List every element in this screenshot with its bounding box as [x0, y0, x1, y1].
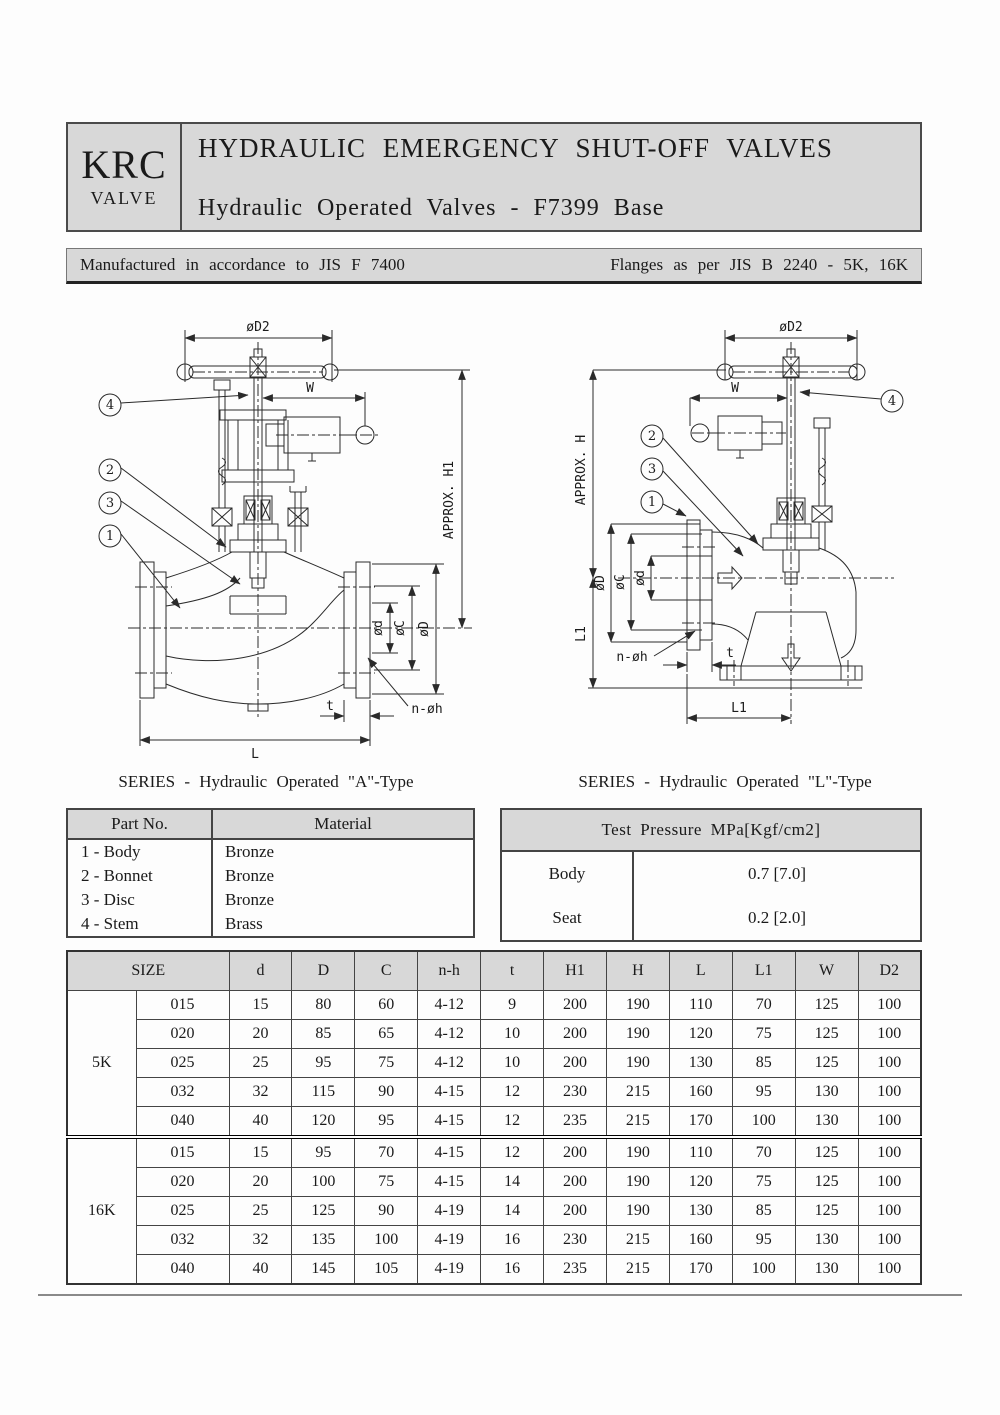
table-cell: 4-15: [418, 1107, 481, 1138]
table-cell: 025: [136, 1197, 229, 1226]
table-cell: 120: [669, 1168, 732, 1197]
table-cell: 40: [229, 1255, 292, 1285]
callout-number: 1: [647, 495, 657, 510]
col-header-nh: n-h: [418, 951, 481, 991]
dimension-bolt-circle-c: [613, 534, 702, 630]
callout-number: 4: [887, 394, 897, 409]
table-cell: 75: [732, 1020, 795, 1049]
table-cell: 215: [606, 1078, 669, 1107]
dim-label-nh: n-øh: [411, 702, 443, 717]
col-header-d: d: [229, 951, 292, 991]
table-cell: 100: [732, 1255, 795, 1285]
table-cell: 90: [355, 1078, 418, 1107]
table-row: [67, 1049, 921, 1078]
table-cell: 100: [858, 1020, 921, 1049]
table-cell: 200: [544, 1020, 607, 1049]
table-cell: 85: [292, 1020, 355, 1049]
standards-right: Flanges as per JIS B 2240 - 5K, 16K: [610, 255, 908, 274]
table-cell: 125: [292, 1197, 355, 1226]
table-cell: 65: [355, 1020, 418, 1049]
table-cell: 040: [136, 1107, 229, 1138]
table-cell: 75: [732, 1168, 795, 1197]
size-group-cell: 16K: [67, 1137, 136, 1284]
table-cell: 230: [544, 1226, 607, 1255]
table-cell: 135: [292, 1226, 355, 1255]
logo-subtitle: VALVE: [90, 188, 158, 208]
table-cell: 10: [481, 1020, 544, 1049]
valve-stem: [254, 342, 262, 718]
callout-number: 3: [647, 462, 657, 477]
table-cell: 215: [606, 1226, 669, 1255]
table-cell: 015: [136, 1137, 229, 1168]
table-cell: Seat: [501, 896, 633, 941]
dim-label-c: øC: [393, 620, 408, 636]
table-cell: 120: [292, 1107, 355, 1138]
callout-1: [641, 491, 686, 516]
dim-label-w: W: [306, 381, 314, 396]
table-cell: 85: [732, 1049, 795, 1078]
table-cell: 100: [858, 1168, 921, 1197]
table-cell: 190: [606, 1197, 669, 1226]
table-cell: 130: [669, 1197, 732, 1226]
table-cell: 25: [229, 1197, 292, 1226]
page-subtitle: Hydraulic Operated Valves - F7399 Base: [198, 195, 665, 221]
dim-label-d2: øD2: [246, 320, 270, 335]
spring-stud-left: [212, 380, 232, 552]
table-cell: 215: [606, 1107, 669, 1138]
table-cell: 125: [795, 1168, 858, 1197]
table-cell: 4-19: [418, 1226, 481, 1255]
table-header-row: [501, 809, 921, 851]
col-header-D2: D2: [858, 951, 921, 991]
table-cell: 70: [732, 1137, 795, 1168]
table-cell: 115: [292, 1078, 355, 1107]
dimension-t: [320, 699, 394, 722]
table-cell: 4-12: [418, 991, 481, 1020]
table-cell: 95: [292, 1137, 355, 1168]
table-cell: 14: [481, 1168, 544, 1197]
callout-3: [641, 458, 743, 556]
l-type-caption: SERIES - Hydraulic Operated "L"-Type: [578, 772, 872, 791]
table-cell: 100: [858, 1078, 921, 1107]
table-cell: 100: [858, 1255, 921, 1285]
table-cell: 2 - Bonnet: [67, 864, 212, 888]
callout-number: 2: [105, 463, 115, 478]
table-cell: 130: [795, 1255, 858, 1285]
table-cell: 020: [136, 1020, 229, 1049]
table-cell: 110: [669, 991, 732, 1020]
table-row: [67, 1020, 921, 1049]
table-cell: 14: [481, 1197, 544, 1226]
table-cell: 95: [292, 1049, 355, 1078]
table-cell: Bronze: [212, 888, 474, 912]
table-cell: 4-15: [418, 1078, 481, 1107]
callout-4: [800, 390, 903, 412]
table-cell: 120: [669, 1020, 732, 1049]
table-cell: 16: [481, 1255, 544, 1285]
table-cell: 95: [355, 1107, 418, 1138]
dim-label-h1: APPROX. H1: [442, 460, 457, 540]
callout-number: 3: [105, 496, 115, 511]
table-cell: 12: [481, 1078, 544, 1107]
table-cell: 100: [858, 1197, 921, 1226]
table-cell: 025: [136, 1049, 229, 1078]
table-row: [67, 888, 474, 912]
dim-label-bore: ød: [371, 620, 386, 636]
table-row: [67, 839, 474, 864]
table-cell: 160: [669, 1226, 732, 1255]
dim-label-d: øD: [593, 575, 608, 591]
table-cell: 190: [606, 1168, 669, 1197]
header: [66, 122, 922, 232]
table-cell: Brass: [212, 912, 474, 937]
footer-divider: [38, 1294, 962, 1296]
dim-label-d: øD: [417, 621, 432, 637]
table-row: [67, 1078, 921, 1107]
dim-label-w: W: [731, 381, 739, 396]
table-cell: 200: [544, 1049, 607, 1078]
table-cell: 110: [669, 1137, 732, 1168]
materials-header-part: Part No.: [67, 809, 212, 839]
company-logo: [68, 124, 182, 230]
a-type-valve-drawing: [80, 300, 510, 770]
table-cell: 0.7 [7.0]: [747, 864, 807, 883]
table-cell: 190: [606, 1049, 669, 1078]
dimension-w: [690, 381, 787, 426]
table-cell: 16: [481, 1226, 544, 1255]
table-cell: 10: [481, 1049, 544, 1078]
table-cell: 100: [858, 1137, 921, 1168]
table-cell: 4-15: [418, 1168, 481, 1197]
col-header-H1: H1: [544, 951, 607, 991]
table-cell: 4-19: [418, 1197, 481, 1226]
standards-left: Manufactured in accordance to JIS F 7400: [80, 255, 405, 274]
table-cell: 20: [229, 1168, 292, 1197]
col-header-H: H: [606, 951, 669, 991]
callout-number: 1: [105, 529, 115, 544]
table-cell: 9: [481, 991, 544, 1020]
table-row: [67, 1137, 921, 1168]
dimension-l1-bottom: [687, 674, 791, 724]
table-cell: 170: [669, 1107, 732, 1138]
table-cell: 105: [355, 1255, 418, 1285]
table-row: [67, 1255, 921, 1285]
dimension-n-h: [616, 631, 695, 665]
col-header-t: t: [481, 951, 544, 991]
dim-label-t: t: [326, 699, 334, 714]
table-cell: 12: [481, 1107, 544, 1138]
table-cell: 125: [795, 991, 858, 1020]
page-title: HYDRAULIC EMERGENCY SHUT-OFF VALVES: [198, 133, 833, 163]
table-cell: 1 - Body: [67, 839, 212, 864]
size-group-cell: 5K: [67, 991, 136, 1138]
table-cell: 95: [732, 1078, 795, 1107]
table-cell: 75: [355, 1049, 418, 1078]
table-cell: 020: [136, 1168, 229, 1197]
dimension-l: [140, 700, 370, 762]
table-cell: 200: [544, 1168, 607, 1197]
table-header-row: [67, 809, 474, 839]
table-cell: 4-19: [418, 1255, 481, 1285]
table-cell: 130: [795, 1107, 858, 1138]
table-cell: 100: [732, 1107, 795, 1138]
hydraulic-cylinder: [266, 417, 378, 461]
col-header-D: D: [292, 951, 355, 991]
table-row: [67, 1168, 921, 1197]
table-cell: 130: [795, 1226, 858, 1255]
pressure-table-body: [501, 851, 921, 941]
dim-label-l: L: [251, 747, 259, 762]
col-header-L: L: [669, 951, 732, 991]
col-header-size: SIZE: [67, 951, 229, 991]
callout-2: [99, 459, 226, 547]
table-cell: 12: [481, 1137, 544, 1168]
table-cell: Body: [501, 851, 633, 896]
table-cell: 160: [669, 1078, 732, 1107]
table-row: [501, 851, 921, 896]
table-cell: 125: [795, 1020, 858, 1049]
dim-label-h: APPROX. H: [574, 434, 589, 506]
table-cell: 215: [606, 1255, 669, 1285]
table-row: [67, 912, 474, 937]
table-cell: 80: [292, 991, 355, 1020]
table-cell: 235: [544, 1255, 607, 1285]
table-cell: 95: [732, 1226, 795, 1255]
dimension-w: [263, 381, 365, 426]
table-row: [67, 1197, 921, 1226]
dim-label-d2: øD2: [779, 320, 803, 335]
table-cell: Bronze: [212, 839, 474, 864]
table-cell: 235: [544, 1107, 607, 1138]
table-cell: 4-15: [418, 1137, 481, 1168]
table-cell: 15: [229, 1137, 292, 1168]
table-cell: 70: [732, 991, 795, 1020]
table-cell: 130: [795, 1078, 858, 1107]
table-row: [501, 896, 921, 941]
table-cell: 40: [229, 1107, 292, 1138]
table-cell: 125: [795, 1137, 858, 1168]
stud-right: [288, 486, 308, 552]
table-cell: 100: [292, 1168, 355, 1197]
table-cell: 32: [229, 1226, 292, 1255]
materials-header-material: Material: [212, 809, 474, 839]
table-cell: 032: [136, 1078, 229, 1107]
col-header-C: C: [355, 951, 418, 991]
table-cell: 75: [355, 1168, 418, 1197]
table-cell: 0.2 [2.0]: [747, 908, 807, 927]
title-block: [182, 124, 920, 230]
table-cell: 130: [669, 1049, 732, 1078]
table-cell: 145: [292, 1255, 355, 1285]
dimensions-table: [66, 950, 922, 1285]
table-cell: 60: [355, 991, 418, 1020]
table-row: [67, 1226, 921, 1255]
table-cell: 230: [544, 1078, 607, 1107]
dim-label-l1-side: L1: [574, 626, 589, 642]
a-type-caption: SERIES - Hydraulic Operated "A"-Type: [118, 772, 414, 791]
dim-label-c: øC: [613, 574, 628, 590]
dim-label-bore: ød: [633, 570, 648, 586]
spring-stud-right: [812, 418, 832, 550]
col-header-W: W: [795, 951, 858, 991]
table-cell: 4-12: [418, 1049, 481, 1078]
table-row: [67, 864, 474, 888]
table-cell: 040: [136, 1255, 229, 1285]
materials-table-body: [67, 839, 474, 937]
pressure-table-title: Test Pressure MPa[Kgf/cm2]: [501, 809, 921, 851]
table-cell: 70: [355, 1137, 418, 1168]
dimension-h1: [334, 370, 470, 628]
col-header-L1: L1: [732, 951, 795, 991]
table-cell: 190: [606, 991, 669, 1020]
dimension-n-h: [368, 658, 443, 717]
table-cell: 100: [858, 991, 921, 1020]
table-cell: 170: [669, 1255, 732, 1285]
table-row: [67, 991, 921, 1020]
materials-table: [66, 808, 475, 938]
table-cell: 3 - Disc: [67, 888, 212, 912]
table-cell: 125: [795, 1049, 858, 1078]
table-cell: 200: [544, 1137, 607, 1168]
table-cell: Bronze: [212, 864, 474, 888]
table-cell: 20: [229, 1020, 292, 1049]
table-cell: 190: [606, 1137, 669, 1168]
table-cell: 90: [355, 1197, 418, 1226]
l-type-valve-drawing: [560, 300, 970, 770]
dimensions-table-body: [67, 991, 921, 1285]
table-cell: 100: [858, 1226, 921, 1255]
table-cell: 032: [136, 1226, 229, 1255]
table-cell: 200: [544, 991, 607, 1020]
table-cell: 015: [136, 991, 229, 1020]
callout-number: 4: [105, 398, 115, 413]
table-cell: 85: [732, 1197, 795, 1226]
table-cell: 32: [229, 1078, 292, 1107]
valve-body: [618, 520, 894, 686]
table-header-row: [67, 951, 921, 991]
table-cell: 190: [606, 1020, 669, 1049]
table-row: [67, 1107, 921, 1138]
table-cell: 100: [858, 1107, 921, 1138]
dim-label-t: t: [726, 646, 734, 661]
table-cell: 200: [544, 1197, 607, 1226]
table-cell: 15: [229, 991, 292, 1020]
test-pressure-table: [500, 808, 922, 942]
standards-bar: [66, 248, 922, 284]
table-cell: 125: [795, 1197, 858, 1226]
dim-label-l1-bottom: L1: [731, 701, 747, 716]
table-cell: 100: [355, 1226, 418, 1255]
dim-label-nh: n-øh: [616, 650, 648, 665]
table-cell: 25: [229, 1049, 292, 1078]
hydraulic-cylinder: [691, 416, 786, 458]
logo-title: KRC: [81, 142, 167, 187]
callout-4: [99, 394, 248, 416]
table-cell: 4-12: [418, 1020, 481, 1049]
table-cell: 4 - Stem: [67, 912, 212, 937]
table-cell: 100: [858, 1049, 921, 1078]
callout-number: 2: [647, 429, 657, 444]
